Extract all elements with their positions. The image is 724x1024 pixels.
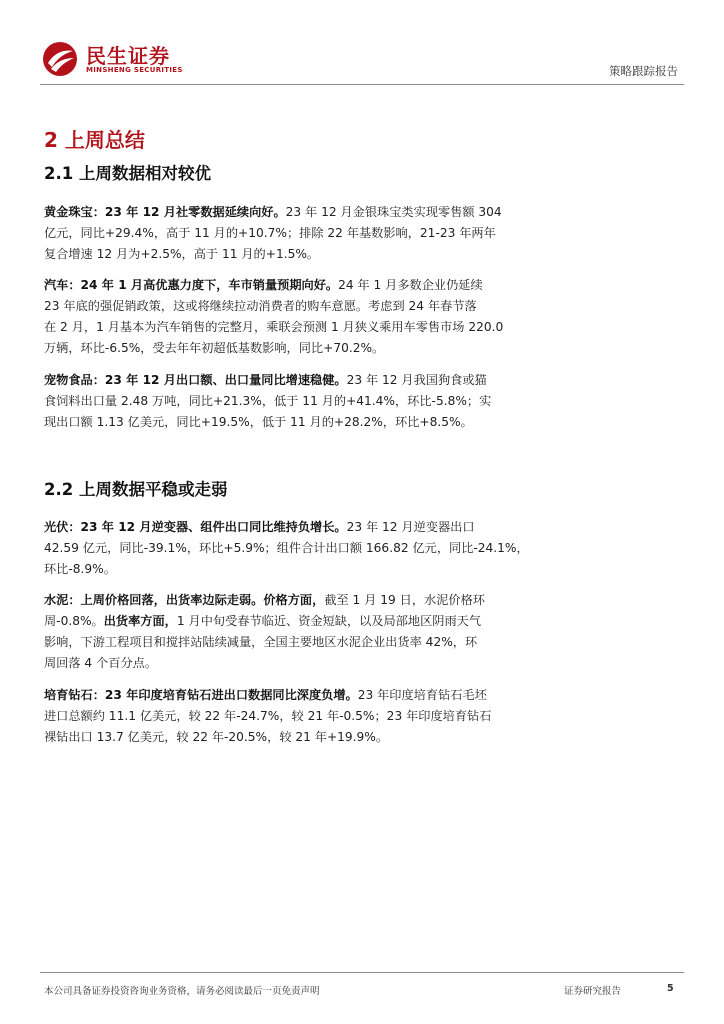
paragraph-lab-diamond	[44, 685, 674, 748]
paragraph-lead: 汽车：24 年 1 月高优惠力度下，车市销量预期向好。	[44, 278, 339, 292]
paragraph-text: 亿元，同比+29.4%，高于 11 月的+10.7%；排除 22 年基数影响，21-23 年两年	[44, 226, 496, 240]
paragraph-text: 24 年 1 月多数企业仍延续	[338, 278, 483, 292]
subsection-title-2-2: 2.2 上周数据平稳或走弱	[44, 480, 228, 499]
paragraph-text: 复合增速 12 月为+2.5%，高于 11 月的+1.5%。	[44, 247, 320, 261]
section-title: 2 上周总结	[44, 128, 145, 152]
paragraph-text: 周-0.8%。	[44, 614, 104, 628]
paragraph-cement	[44, 590, 674, 674]
subsection-title-2-1: 2.1 上周数据相对较优	[44, 164, 211, 183]
footer-divider	[40, 972, 684, 973]
paragraph-text: 裸钻出口 13.7 亿美元，较 22 年-20.5%，较 21 年+19.9%。	[44, 730, 389, 744]
page-header	[40, 38, 684, 86]
footer-disclaimer: 本公司具备证券投资咨询业务资格，请务必阅读最后一页免责声明	[44, 986, 320, 997]
paragraph-text: 截至 1 月 19 日，水泥价格环	[324, 593, 485, 607]
paragraph-text: 42.59 亿元，同比-39.1%，环比+5.9%；组件合计出口额 166.82 亿元，同比-24.1%，	[44, 541, 529, 555]
paragraph-lead: 培育钻石：23 年印度培育钻石进出口数据同比深度负增。	[44, 688, 358, 702]
paragraph-text: 在 2 月，1 月基本为汽车销售的完整月，乘联会预测 1 月狭义乘用车零售市场 220.0	[44, 320, 504, 334]
report-type-label: 策略跟踪报告	[609, 64, 678, 78]
minsheng-logo-icon	[42, 41, 78, 77]
header-divider	[40, 84, 684, 85]
paragraph-text: 周回落 4 个百分点。	[44, 656, 158, 670]
paragraph-text: 23 年 12 月我国狗食或猫	[346, 373, 487, 387]
footer-report-label: 证券研究报告	[564, 986, 622, 997]
paragraph-text: 23 年 12 月逆变器出口	[346, 520, 475, 534]
paragraph-pet-food	[44, 370, 674, 433]
paragraph-text: 23 年底的强促销政策，这或将继续拉动消费者的购车意愿。考虑到 24 年春节落	[44, 299, 477, 313]
paragraph-text: 环比-8.9%。	[44, 562, 116, 576]
cement-line-2	[44, 611, 674, 632]
paragraph-text: 进口总额约 11.1 亿美元，较 22 年-24.7%，较 21 年-0.5%；23 年印度培育钻石	[44, 709, 492, 723]
paragraph-text: 影响，下游工程项目和搅拌站陆续减量，全国主要地区水泥企业出货率 42%，环	[44, 635, 478, 649]
page-number: 5	[667, 983, 674, 994]
paragraph-text: 1 月中旬受春节临近、资金短缺，以及局部地区阴雨天气	[176, 614, 482, 628]
paragraph-lead: 光伏：23 年 12 月逆变器、组件出口同比维持负增长。	[44, 520, 347, 534]
paragraph-text: 现出口额 1.13 亿美元，同比+19.5%，低于 11 月的+28.2%，环比+8.5%。	[44, 415, 473, 429]
paragraph-text: 万辆，环比-6.5%，受去年年初超低基数影响，同比+70.2%。	[44, 341, 385, 355]
paragraph-lead: 宠物食品：23 年 12 月出口额、出口量同比增速稳健。	[44, 373, 347, 387]
paragraph-text: 食饲料出口量 2.48 万吨，同比+21.3%，低于 11 月的+41.4%，环比-5.8%；实	[44, 394, 492, 408]
paragraph-lead: 水泥：上周价格回落，出货率边际走弱。价格方面，	[44, 593, 325, 607]
paragraph-lead: 黄金珠宝：23 年 12 月社零数据延续向好。	[44, 205, 286, 219]
brand-name-cn: 民生证券	[86, 44, 170, 68]
paragraph-text: 23 年印度培育钻石毛坯	[357, 688, 487, 702]
paragraph-text: 23 年 12 月金银珠宝类实现零售额 304	[285, 205, 502, 219]
brand-name-en: MINSHENG SECURITIES	[86, 66, 183, 74]
paragraph-lead: 出货率方面，	[103, 614, 177, 628]
paragraph-jewelry	[44, 202, 674, 265]
brand-logo	[40, 38, 210, 80]
paragraph-auto	[44, 275, 674, 359]
paragraph-solar	[44, 517, 674, 580]
